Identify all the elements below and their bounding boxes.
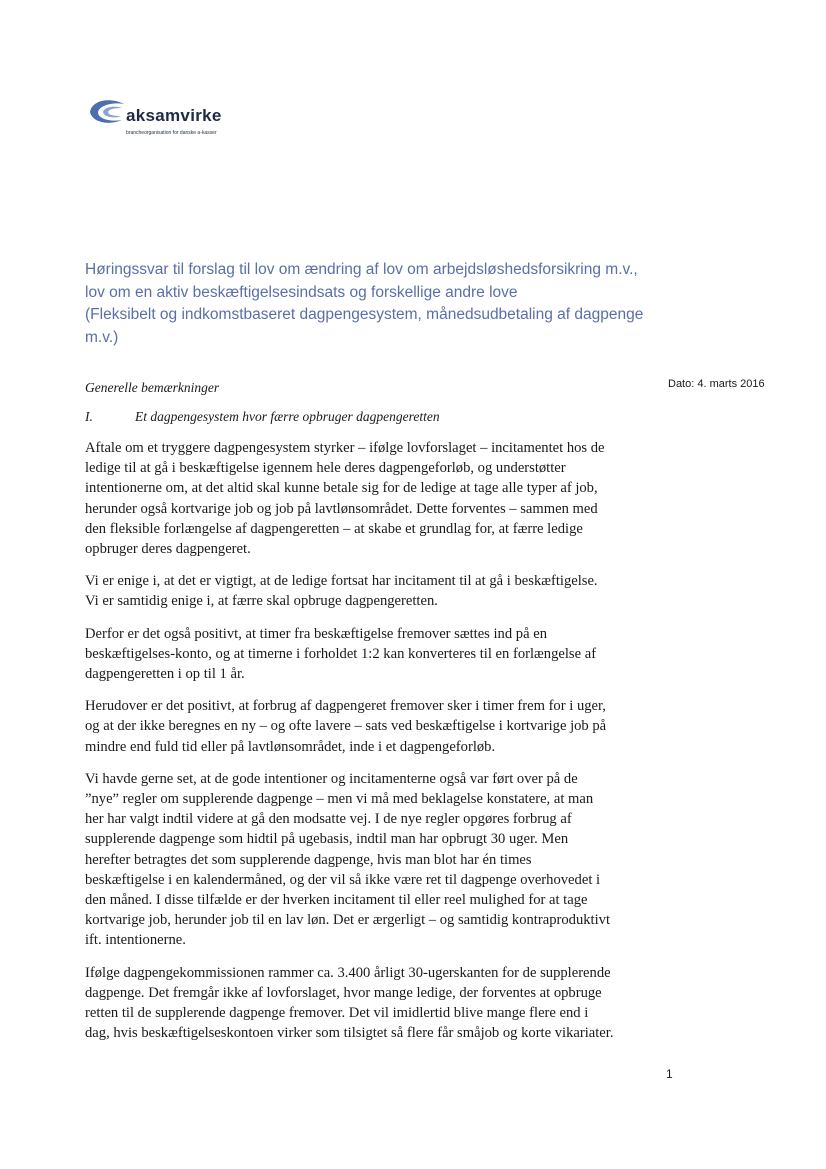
text-line: den måned. I disse tilfælde er der hverken incitament til eller reel mulighed for at tage (85, 892, 588, 909)
paragraph (85, 624, 675, 685)
text-line: ift. intentionerne. (85, 932, 186, 949)
text-line: dagpenge. Det fremgår ikke af lovforslaget, hvor mange ledige, der forventes at opbruge (85, 984, 602, 1001)
title-line: lov om en aktiv beskæftigelsesindsats og forskellige andre love (85, 283, 518, 301)
paragraph (85, 963, 675, 1044)
text-line: Vi er samtidig enige i, at færre skal opbruge dagpengeretten. (85, 593, 438, 610)
text-line: herefter betragtes det som supplerende dagpenge, hvis man blot har én times (85, 851, 532, 868)
page-number: 1 (666, 1067, 673, 1081)
text-line: Vi havde gerne set, at de gode intentioner og incitamenterne også var ført over på de (85, 770, 578, 787)
text-line: Aftale om et tryggere dagpengesystem styrker – ifølge lovforslaget – incitamentet hos de (85, 440, 605, 456)
text-line: den fleksible forlængelse af dagpengeretten – at skabe et grundlag for, at færre ledige (85, 520, 583, 537)
organization-logo (88, 98, 308, 146)
text-line: ”nye” regler om supplerende dagpenge – men vi må med beklagelse konstatere, at man (85, 791, 594, 808)
text-line: dagpengeretten i op til 1 år. (85, 666, 245, 683)
text-line: her har valgt indtil videre at gå den modsatte vej. I de nye regler opgøres forbrug af (85, 811, 572, 828)
document-title (85, 259, 685, 349)
subheading (85, 409, 440, 425)
subheading-number: I. (85, 409, 93, 424)
text-line: opbruger deres dagpengeret. (85, 541, 251, 558)
text-line: Herudover er det positivt, at forbrug af dagpengeret fremover sker i timer frem for i uger, (85, 698, 606, 715)
body-text (85, 438, 675, 1055)
text-line: intentionerne om, at det altid skal kunne betale sig for de ledige at tage alle typer af job, (85, 480, 598, 497)
paragraph (85, 696, 675, 757)
text-line: Ifølge dagpengekommissionen rammer ca. 3.400 årligt 30-ugerskanten for de supplerende (85, 964, 611, 981)
title-line: m.v.) (85, 328, 119, 346)
text-line: herunder også kortvarige job og job på lavtlønsområdet. Dette forventes – sammen med (85, 500, 598, 517)
title-line: (Fleksibelt og indkomstbaseret dagpengesystem, månedsudbetaling af dagpenge (85, 306, 644, 323)
paragraph (85, 571, 675, 611)
logo-tagline: brancheorganisation for danske a-kasser (126, 130, 217, 136)
text-line: beskæftigelses-konto, og at timerne i forholdet 1:2 kan konverteres til en forlængelse af (85, 645, 597, 662)
logo-wordmark: aksamvirke (126, 106, 222, 125)
text-line: kortvarige job, herunder job til en lav løn. Det er ærgerligt – og samtidig kontraproduktivt (85, 912, 610, 929)
text-line: beskæftigelse i en kalendermåned, og der vil så ikke være ret til dagpenge overhovedet i (85, 871, 601, 888)
text-line: Derfor er det også positivt, at timer fra beskæftigelse fremover sættes ind på en (85, 625, 547, 642)
document-date: Dato: 4. marts 2016 (668, 378, 765, 390)
text-line: ledige til at gå i beskæftigelse igennem hele deres dagpengeforløb, og understøtter (85, 460, 566, 477)
logo-swoosh-icon (88, 98, 128, 128)
text-line: dag, hvis beskæftigelseskontoen virker som tilsigtet så flere får småjob og korte vikariater. (85, 1025, 614, 1042)
title-line: Høringssvar til forslag til lov om ændring af lov om arbejdsløshedsforsikring m.v., (85, 261, 638, 278)
paragraph (85, 769, 675, 951)
subheading-text: Et dagpengesystem hvor færre opbruger dagpengeretten (135, 409, 440, 424)
text-line: Vi er enige i, at det er vigtigt, at de ledige fortsat har incitament til at gå i beskæftigelse. (85, 573, 598, 590)
text-line: retten til de supplerende dagpenge fremover. Det vil imidlertid blive mange flere end i (85, 1005, 589, 1022)
text-line: og at der ikke beregnes en ny – og ofte lavere – sats ved beskæftigelse i kortvarige job på (85, 718, 607, 735)
text-line: supplerende dagpenge som hidtil på ugebasis, indtil man har opbrugt 30 uger. Men (85, 831, 569, 848)
text-line: mindre end fuld tid eller på lavtlønsområdet, inde i et dagpengeforløb. (85, 738, 496, 755)
paragraph (85, 438, 675, 559)
section-heading: Generelle bemærkninger (85, 380, 220, 395)
